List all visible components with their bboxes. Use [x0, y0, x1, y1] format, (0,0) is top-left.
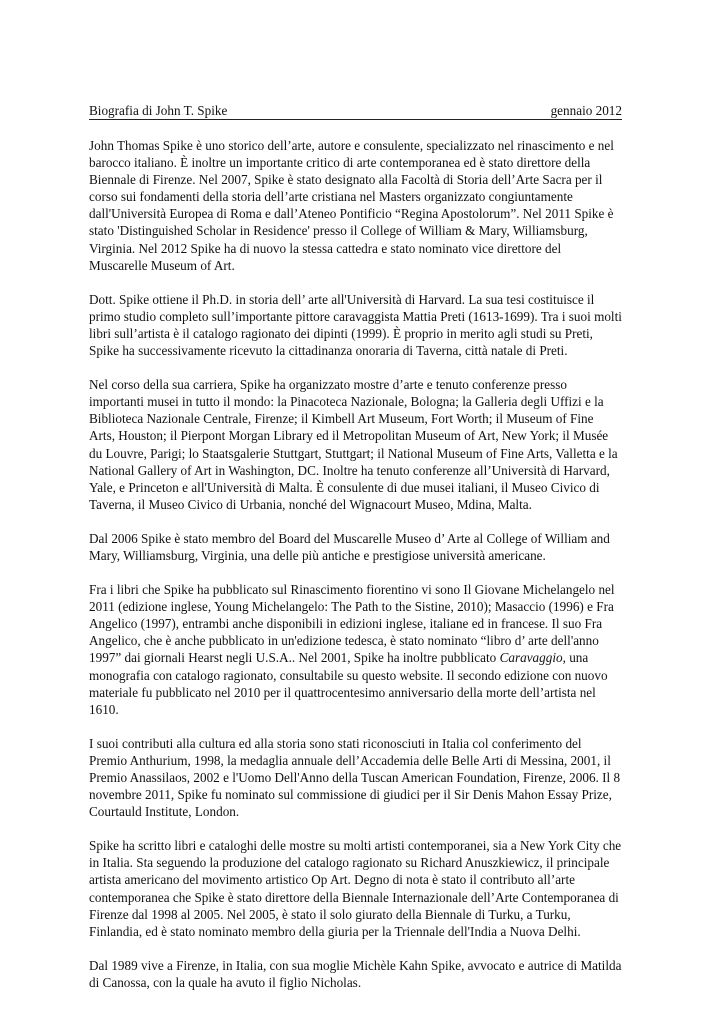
- books-text-italic-title: Caravaggio,: [499, 650, 566, 666]
- paragraph-education: Dott. Spike ottiene il Ph.D. in storia dell’ arte all'Università di Harvard. La sua tesi costituisce il primo studio completo sull’importante pittore caravaggista Mattia Preti (1613-1699). Tra i suoi molti libri sull’artista è il catalogo ragionato dei dipinti (1999). È proprio in merito agli studi su Preti, Spike ha successivamente ricevuto la cittadinanza onoraria di Taverna, città natale di Preti.: [89, 291, 622, 359]
- paragraph-books: [89, 581, 622, 718]
- document-date: gennaio 2012: [550, 102, 622, 118]
- document-title: Biografia di John T. Spike: [89, 102, 228, 118]
- document-header: [89, 102, 622, 120]
- document-page: [89, 102, 622, 1008]
- paragraph-board: Dal 2006 Spike è stato membro del Board del Muscarelle Museo d’ Arte al College of William and Mary, Williamsburg, Virginia, una delle più antiche e prestigiose università americane.: [89, 530, 610, 563]
- paragraph-contemporary: Spike ha scritto libri e cataloghi delle mostre su molti artisti contemporanei, sia a New York City che in Italia. Sta seguendo la produzione del catalogo ragionato su Richard Anuszkiewicz, il principale artista americano del movimento artistico Op Art. Degno di nota è stato il contributo all’arte contemporanea che Spike è stato direttore della Biennale Internazionale dell’Arte Contemporanea di Firenze dal 1998 al 2005. Nel 2005, è stato il solo giurato della Biennale di Turku, a Turku, Finlandia, ed è stato nominato membro della giuria per la Triennale dell'India a Nuova Delhi.: [89, 838, 622, 939]
- paragraph-exhibitions: Nel corso della sua carriera, Spike ha organizzato mostre d’arte e tenuto conferenze presso importanti musei in tutto il mondo: la Pinacoteca Nazionale, Bologna; la Galleria degli Uffizi e la Biblioteca Nazionale Centrale, Firenze; il Kimbell Art Museum, Fort Worth; il Museum of Fine Arts, Houston; il Pierpont Morgan Library ed il Metropolitan Museum of Art, New York; il Musée du Louvre, Parigi; lo Staatsgalerie Stuttgart, Stuttgart; il National Museum of Fine Arts, Valletta e la National Gallery of Art in Washington, DC. Inoltre ha tenuto conferenze all’Università di Harvard, Yale, e Princeton e all'Università di Malta. È consulente di due musei italiani, il Museo Civico di Taverna, il Museo Civico di Urbania, nonché del Wignacourt Museo, Mdina, Malta.: [89, 377, 618, 512]
- paragraph-awards: I suoi contributi alla cultura ed alla storia sono stati riconosciuti in Italia col conferimento del Premio Anthurium, 1998, la medaglia annuale dell’Accademia delle Belle Arti di Messina, 2001, il Premio Anassilaos, 2002 e l'Uomo Dell'Anno della Tuscan American Foundation, Firenze, 2006. Il 8 novembre 2011, Spike fu nominato sul commissione di giudici per il Sir Denis Mahon Essay Prize, Courtauld Institute, London.: [89, 735, 621, 820]
- paragraph-intro: John Thomas Spike è uno storico dell’arte, autore e consulente, specializzato nel rinascimento e nel barocco italiano. È inoltre un importante critico di arte contemporanea ed è stato direttore della Biennale di Firenze. Nel 2007, Spike è stato designato alla Facoltà di Storia dell’Arte Sacra per il corso sui fondamenti della storia dell’arte cristiana nel Masters organizzato congiuntamente dall'Università Europea di Roma e dall’Ateneo Pontificio “Regina Apostolorum”. Nel 2011 Spike è stato 'Distinguished Scholar in Residence' presso il College of William & Mary, Williamsburg, Virginia. Nel 2012 Spike ha di nuovo la stessa cattedra e stato nominato vice direttore del Muscarelle Museum of Art.: [89, 138, 614, 273]
- books-text-part2: una monografia con catalogo ragionato, consultabile su questo website. Il secondo edizione con nuovo materiale fu pubblicato nel 2010 per il quattrocentesimo anniversario della morte dell’artista nel 1610.: [89, 650, 608, 717]
- paragraph-family: Dal 1989 vive a Firenze, in Italia, con sua moglie Michèle Kahn Spike, avvocato e autrice di Matilda di Canossa, con la quale ha avuto il figlio Nicholas.: [89, 957, 622, 990]
- books-text-part1: Fra i libri che Spike ha pubblicato sul Rinascimento fiorentino vi sono Il Giovane Michelangelo nel 2011 (edizione inglese, Young Michelangelo: The Path to the Sistine, 2010); Masaccio (1996) e Fra Angelico (1997), entrambi anche disponibili in edizioni inglese, italiane ed in francese. Il suo Fra Angelico, che è anche pubblicato in un'edizione tedesca, è stato nominato “libro d’ arte dell'anno 1997” dai giornali Hearst negli U.S.A.. Nel 2001, Spike ha inoltre pubblicato: [89, 582, 615, 666]
